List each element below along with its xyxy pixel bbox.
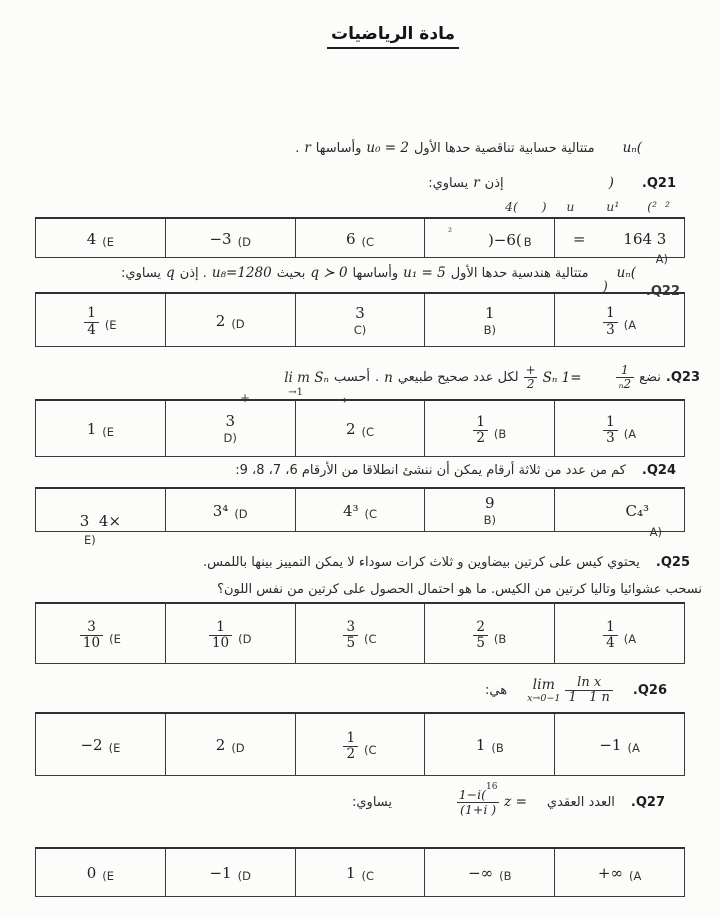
q21-close-paren: ) <box>608 175 614 191</box>
q26-lim-subscript: x→0−1 <box>527 693 561 705</box>
q25-option-b <box>425 603 555 664</box>
q21-option-b <box>425 218 555 258</box>
q25-option-e-den: 10 <box>80 635 103 651</box>
q21-option-c <box>295 218 425 258</box>
q27-option-c <box>295 848 425 897</box>
q23-option-b-den: 2 <box>473 430 488 446</box>
q23-option-b <box>425 400 555 457</box>
q21-then-text: إذن <box>484 176 504 191</box>
q25-option-d-num: 1 <box>216 618 225 635</box>
q23-option-a-label: (A <box>623 426 637 441</box>
q26-options-table <box>35 712 685 776</box>
q21-option-b-sup: ² <box>447 227 452 239</box>
q27-statement <box>352 782 665 817</box>
q27-option-d <box>165 848 295 897</box>
q21-math-r: r <box>304 140 311 156</box>
q21-text-1: متتالية حسابية تناقصية حدها الأول <box>413 141 595 156</box>
q26-statement <box>485 676 667 706</box>
q24-option-e <box>36 488 166 547</box>
q26-option-c-label: (C <box>364 742 377 757</box>
q22-options-table <box>35 292 685 347</box>
q25-option-c-den: 5 <box>343 635 358 651</box>
q21-option-c-value: 6 <box>345 229 356 248</box>
q24-option-e-value: ×4 3 <box>79 512 122 530</box>
q21-statement-line2 <box>428 175 676 191</box>
q26-fraction <box>565 676 612 706</box>
q27-z-equals: z = <box>504 794 527 811</box>
q26-options-row <box>36 713 685 776</box>
q26-option-d-value: 2 <box>215 736 226 754</box>
q27-label: .Q27 <box>630 794 665 810</box>
q21-period: . <box>295 141 300 156</box>
q24-option-d-value: 3⁴ <box>212 501 229 520</box>
q21-label: .Q21 <box>641 176 676 191</box>
q21-text-2: وأساسها <box>315 141 362 156</box>
q26-option-b <box>425 713 555 776</box>
q22-close-paren: ) <box>602 279 608 295</box>
q23-option-e-value: 1 <box>86 420 97 438</box>
q25-option-a <box>555 603 685 664</box>
q24-option-b <box>425 488 555 532</box>
q26-option-e-label: (E <box>108 741 121 755</box>
q22-text-3: بحيث <box>276 266 306 281</box>
q23-fraction-2 <box>524 364 538 391</box>
q22-options-row <box>36 293 685 347</box>
q25-option-b-num: 2 <box>476 618 485 635</box>
q26-fraction-num: ln x <box>577 675 602 690</box>
q25-statement-line2 <box>217 582 702 597</box>
q22-statement <box>121 265 636 281</box>
q26-option-e-value: −2 <box>80 736 103 754</box>
q27-exponent: 16 <box>486 782 498 792</box>
q22-option-d-label: (D <box>231 316 245 331</box>
q26-limit <box>527 678 560 704</box>
q25-option-d <box>165 603 295 664</box>
q24-options-row <box>36 488 685 532</box>
q22-option-b-value: 1 <box>485 303 495 322</box>
q21-r-symbol: r <box>473 175 480 191</box>
q24-option-a <box>555 488 685 539</box>
q22-option-e-den: 4 <box>84 322 99 338</box>
q26-is-text: هي: <box>485 683 508 699</box>
q23-fraction-1-num: 1 <box>621 363 629 377</box>
q21-option-e <box>36 218 166 258</box>
q21-math-u0: u₀ = 2 <box>366 140 409 156</box>
q21-sequence-notation: uₙ( <box>622 140 642 156</box>
q25-option-a-den: 4 <box>603 635 618 651</box>
q22-math-u1: u₁ = 5 <box>403 265 446 281</box>
q22-option-b-label: (B <box>483 322 496 337</box>
q24-option-a-value: C₄³ <box>625 501 649 520</box>
q26-option-c <box>295 713 425 776</box>
q23-option-d <box>165 400 295 457</box>
q21-option-d-label: (D <box>237 234 251 249</box>
q23-statement <box>284 363 700 398</box>
page-title: مادة الرياضيات <box>327 24 459 49</box>
q23-set-text: نضع <box>639 370 661 386</box>
q24-option-d <box>165 488 295 532</box>
q22-option-e <box>36 293 166 347</box>
q21-option-e-value: 4 <box>86 229 97 248</box>
q23-option-c-value: 2 <box>345 420 356 438</box>
q26-option-a <box>555 713 685 776</box>
q21-options-table <box>35 217 685 266</box>
q27-fraction <box>457 782 499 817</box>
q22-option-a-num: 1 <box>606 305 615 322</box>
q22-q-symbol: q <box>166 265 175 281</box>
q22-option-b <box>425 293 555 347</box>
q27-option-b-label: (B <box>499 869 512 883</box>
q24-options-table <box>35 487 685 547</box>
q27-option-b <box>425 848 555 897</box>
q27-fraction-num: 1−i( <box>458 787 487 802</box>
q22-option-a-label: (A <box>623 318 637 332</box>
q23-period: . <box>374 370 380 386</box>
q23-lim-word: li m Sₙ <box>284 369 329 386</box>
q24-option-c-label: (C <box>364 506 378 521</box>
q21-option-a-label: (A <box>655 252 668 266</box>
q26-option-c-num: 1 <box>346 729 356 746</box>
q26-fraction-den: 1 1 n <box>565 690 612 705</box>
q23-option-c-label: (C <box>361 425 375 439</box>
q27-option-e-value: 0 <box>86 864 97 882</box>
q25-options-row <box>36 603 685 664</box>
q22-option-a <box>555 293 685 347</box>
q24-statement <box>235 463 676 478</box>
page-title-wrap <box>0 24 720 49</box>
q21-option-e-label: (E <box>102 234 115 249</box>
q24-text: كم من عدد من ثلاثة أرقام يمكن أن ننشئ انطلاقا من الأرقام 6، 7، 8، 9: <box>235 463 626 478</box>
q21-options-row <box>36 218 685 258</box>
q26-option-e <box>36 713 166 776</box>
q25-text-2: نسحب عشوائيا وتاليا كرتين من الكيس. ما هو احتمال الحصول على كرتين من نفس اللون؟ <box>217 582 702 597</box>
q25-option-e-label: (E <box>109 631 121 646</box>
q27-option-e <box>36 848 166 897</box>
q22-option-c-label: (C <box>353 322 367 337</box>
q25-option-d-den: 10 <box>209 635 232 651</box>
q21-option-b-label: B <box>523 234 532 249</box>
q22-option-e-label: (E <box>104 318 117 332</box>
q23-option-b-num: 1 <box>476 413 485 430</box>
q22-math-q: q ≻ 0 <box>310 265 348 281</box>
q23-option-a-num: 1 <box>606 413 615 430</box>
q25-option-b-label: (B <box>493 631 507 646</box>
q23-fraction-1-den: ₙ2 <box>616 377 635 391</box>
q23-label: .Q23 <box>665 370 700 386</box>
q27-option-c-value: 1 <box>345 864 356 882</box>
q26-option-d-label: (D <box>231 741 245 755</box>
q22-option-d-value: 2 <box>215 311 226 330</box>
q23-lim-subscript: →1 <box>288 386 303 398</box>
q27-options-row <box>36 848 685 897</box>
q26-lim-word: lim <box>532 677 555 694</box>
q26-option-b-value: 1 <box>475 736 486 754</box>
q26-option-d <box>165 713 295 776</box>
q25-option-a-label: (A <box>623 631 637 646</box>
q23-options-table <box>35 399 685 457</box>
q23-options-row <box>36 400 685 457</box>
q21-option-d-value: −3 <box>209 229 232 248</box>
q27-option-a-value: +∞ <box>597 864 623 882</box>
q27-option-d-value: −1 <box>209 864 232 882</box>
q21-option-c-label: (C <box>361 234 375 249</box>
q22-option-e-num: 1 <box>87 305 96 322</box>
q21-equals-text: يساوي: <box>428 176 469 191</box>
q27-fraction-num-row <box>458 782 498 802</box>
q23-scan-mark-plus: + <box>240 391 251 405</box>
q23-option-a <box>555 400 685 457</box>
q25-option-c-num: 3 <box>346 618 356 635</box>
q27-option-e-label: (E <box>102 869 115 883</box>
q25-text-1: يحتوي كيس على كرتين بيضاوين و ثلاث كرات سوداء لا يمكن التمييز بينها باللمس. <box>203 555 640 570</box>
q25-option-e-num: 3 <box>87 618 96 635</box>
q24-label: .Q24 <box>641 463 676 478</box>
q27-complex-number-text: العدد العقدي <box>546 794 615 810</box>
q23-option-e-label: (E <box>102 425 115 439</box>
q27-equals-text: يساوي: <box>352 794 393 810</box>
q22-option-c-value: 3 <box>355 303 365 322</box>
q24-option-b-label: (B <box>483 512 496 527</box>
q26-option-a-value: −1 <box>599 736 622 754</box>
q22-math-u8: u₈=1280 <box>211 265 272 281</box>
q21-option-b-value: )−6( <box>487 230 522 249</box>
q23-scan-mark-arrow: ⟶ <box>330 393 348 407</box>
q23-fraction-2-num: + <box>525 363 536 377</box>
q27-option-a <box>555 848 685 897</box>
q23-sn-formula: Sₙ 1= <box>542 369 582 386</box>
q22-equals-text: يساوي: <box>121 266 162 281</box>
q21-option-a-value: 164 3 <box>623 229 667 248</box>
q24-option-c <box>295 488 425 532</box>
q27-option-a-label: (A <box>628 869 642 883</box>
q23-text-1: لكل عدد صحيح طبيعي <box>397 370 519 386</box>
q24-option-e-label: (E <box>84 533 96 547</box>
q27-options-table <box>35 847 685 897</box>
q22-sequence-notation: uₙ( <box>616 265 636 281</box>
q24-option-c-value: 4³ <box>342 501 359 520</box>
q23-option-b-label: (B <box>493 426 507 441</box>
q23-option-a-den: 3 <box>603 430 618 446</box>
q21-option-a <box>555 218 685 266</box>
q23-compute-text: أحسب <box>333 370 370 386</box>
q22-text-1: متتالية هندسية حدها الأول <box>450 266 589 281</box>
q25-option-d-label: (D <box>238 631 252 646</box>
q25-option-e <box>36 603 166 664</box>
q21-statement-line1 <box>295 140 642 156</box>
q24-option-d-label: (D <box>234 506 248 521</box>
q26-option-c-den: 2 <box>343 746 358 762</box>
q25-option-b-den: 5 <box>473 635 488 651</box>
q22-label: .Q22 <box>645 284 680 299</box>
q22-text-2: وأساسها <box>352 266 399 281</box>
q25-option-c <box>295 603 425 664</box>
q22-option-c <box>295 293 425 347</box>
q22-option-a-den: 3 <box>603 322 618 338</box>
q23-n-symbol: n <box>384 369 393 386</box>
q25-option-a-num: 1 <box>606 618 615 635</box>
q25-options-table <box>35 602 685 664</box>
q25-statement-line1 <box>203 555 690 570</box>
q23-option-e <box>36 400 166 457</box>
q23-option-d-label: (D <box>223 431 237 445</box>
q21-scan-artifact-formula: 4( ) u u¹ (² ² <box>505 199 670 214</box>
q23-fraction-1 <box>616 364 635 391</box>
q25-option-c-label: (C <box>364 631 377 646</box>
q24-option-a-label: (A <box>649 525 662 539</box>
q26-label: .Q26 <box>632 683 667 699</box>
q23-limit-expression <box>284 369 329 398</box>
q26-option-a-label: (A <box>627 741 640 755</box>
q22-then-text: . إذن <box>179 266 207 281</box>
q27-option-b-value: −∞ <box>468 864 494 882</box>
q23-option-c <box>295 400 425 457</box>
q26-option-b-label: (B <box>491 741 504 755</box>
q27-option-c-label: (C <box>361 869 375 883</box>
q21-option-a-eq: = <box>572 229 586 248</box>
q27-fraction-den: (1+i ) <box>457 802 499 817</box>
q25-label: .Q25 <box>655 555 690 570</box>
q22-option-d <box>165 293 295 347</box>
q27-option-d-label: (D <box>237 869 251 883</box>
q21-option-d <box>165 218 295 258</box>
q23-option-d-value: 3 <box>225 412 235 430</box>
q23-fraction-2-den: 2 <box>524 377 538 391</box>
q24-option-b-value: 9 <box>485 493 495 512</box>
